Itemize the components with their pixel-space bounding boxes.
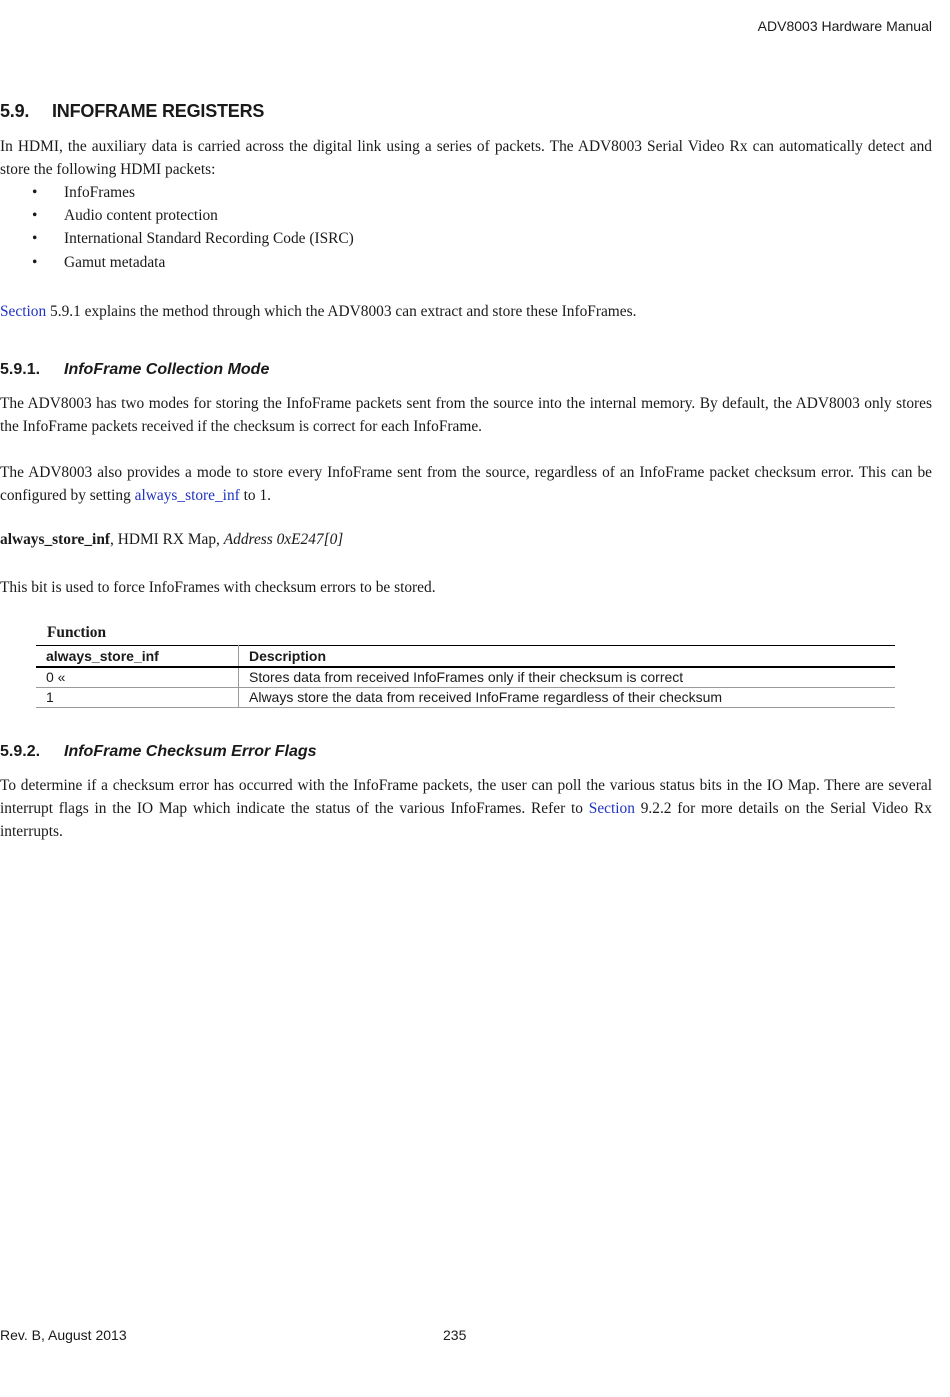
bullet-icon: • — [32, 207, 38, 225]
always-store-inf-link[interactable]: always_store_inf — [134, 487, 240, 504]
section-link[interactable]: Section — [0, 303, 47, 320]
document-header-title: ADV8003 Hardware Manual — [757, 18, 932, 34]
intro-paragraph: In HDMI, the auxiliary data is carried across the digital link using a series of packets. The ADV8003 Serial Video Rx can automatically detect and store the following HDMI packets: — [0, 138, 932, 178]
table-cell: Stores data from received InfoFrames only if their checksum is correct — [249, 669, 684, 685]
subsection-heading-checksum-flags: 5.9.2. InfoFrame Checksum Error Flags — [0, 743, 317, 760]
list-item: • Audio content protection — [0, 204, 354, 227]
list-item: • International Standard Recording Code (ISRC) — [0, 227, 354, 250]
column-header: always_store_inf — [36, 646, 239, 668]
table-header-row — [36, 646, 895, 668]
register-address: Address 0xE247[0] — [223, 531, 344, 548]
table-cell: 0 « — [36, 667, 239, 688]
collection-mode-paragraph-1: The ADV8003 has two modes for storing the InfoFrame packets sent from the source into the internal memory. By default, the ADV8003 only stores the InfoFrame packets received if the checksum is correct for each InfoFrame. — [0, 395, 932, 435]
collection-mode-paragraph-2: The ADV8003 also provides a mode to store every InfoFrame sent from the source, regardless of an InfoFrame packet checksum error. This can be configured by setting always_store_inf to 1. — [0, 464, 932, 504]
register-name: always_store_inf — [0, 531, 111, 548]
section-link[interactable]: Section — [588, 800, 635, 817]
register-definition: always_store_inf, HDMI RX Map, Address 0xE247[0] — [0, 531, 344, 548]
bullet-icon: • — [32, 230, 38, 248]
section-number: 5.9. — [0, 101, 30, 121]
packet-list — [0, 181, 354, 274]
footer-revision: Rev. B, August 2013 — [0, 1327, 127, 1343]
function-table — [36, 645, 895, 708]
list-item: • InfoFrames — [0, 181, 354, 204]
bullet-icon: • — [32, 184, 38, 201]
section-title: INFOFRAME REGISTERS — [52, 101, 265, 121]
register-description: This bit is used to force InfoFrames with checksum errors to be stored. — [0, 579, 436, 596]
function-table-label: Function — [47, 624, 107, 641]
column-header: Description — [249, 647, 327, 664]
table-cell: Always store the data from received InfoFrame regardless of their checksum — [249, 689, 723, 705]
table-cell: 1 — [36, 688, 239, 708]
subsection-heading-collection-mode: 5.9.1. InfoFrame Collection Mode — [0, 361, 270, 378]
bullet-icon: • — [32, 253, 38, 271]
list-item: • Gamut metadata — [0, 251, 354, 274]
table-row — [36, 667, 895, 688]
table-row — [36, 688, 895, 708]
page-number: 235 — [443, 1327, 467, 1343]
section-heading — [0, 101, 264, 122]
checksum-flags-paragraph: To determine if a checksum error has occurred with the InfoFrame packets, the user can poll the various status bits in the IO Map. There are several interrupt flags in the IO Map which indicate the status of the various InfoFrames. Refer to Section 9.2.2 for more details on the Serial Video Rx interrupts. — [0, 777, 932, 840]
section-reference-paragraph: Section 5.9.1 explains the method through which the ADV8003 can extract and store these InfoFrames. — [0, 303, 637, 320]
